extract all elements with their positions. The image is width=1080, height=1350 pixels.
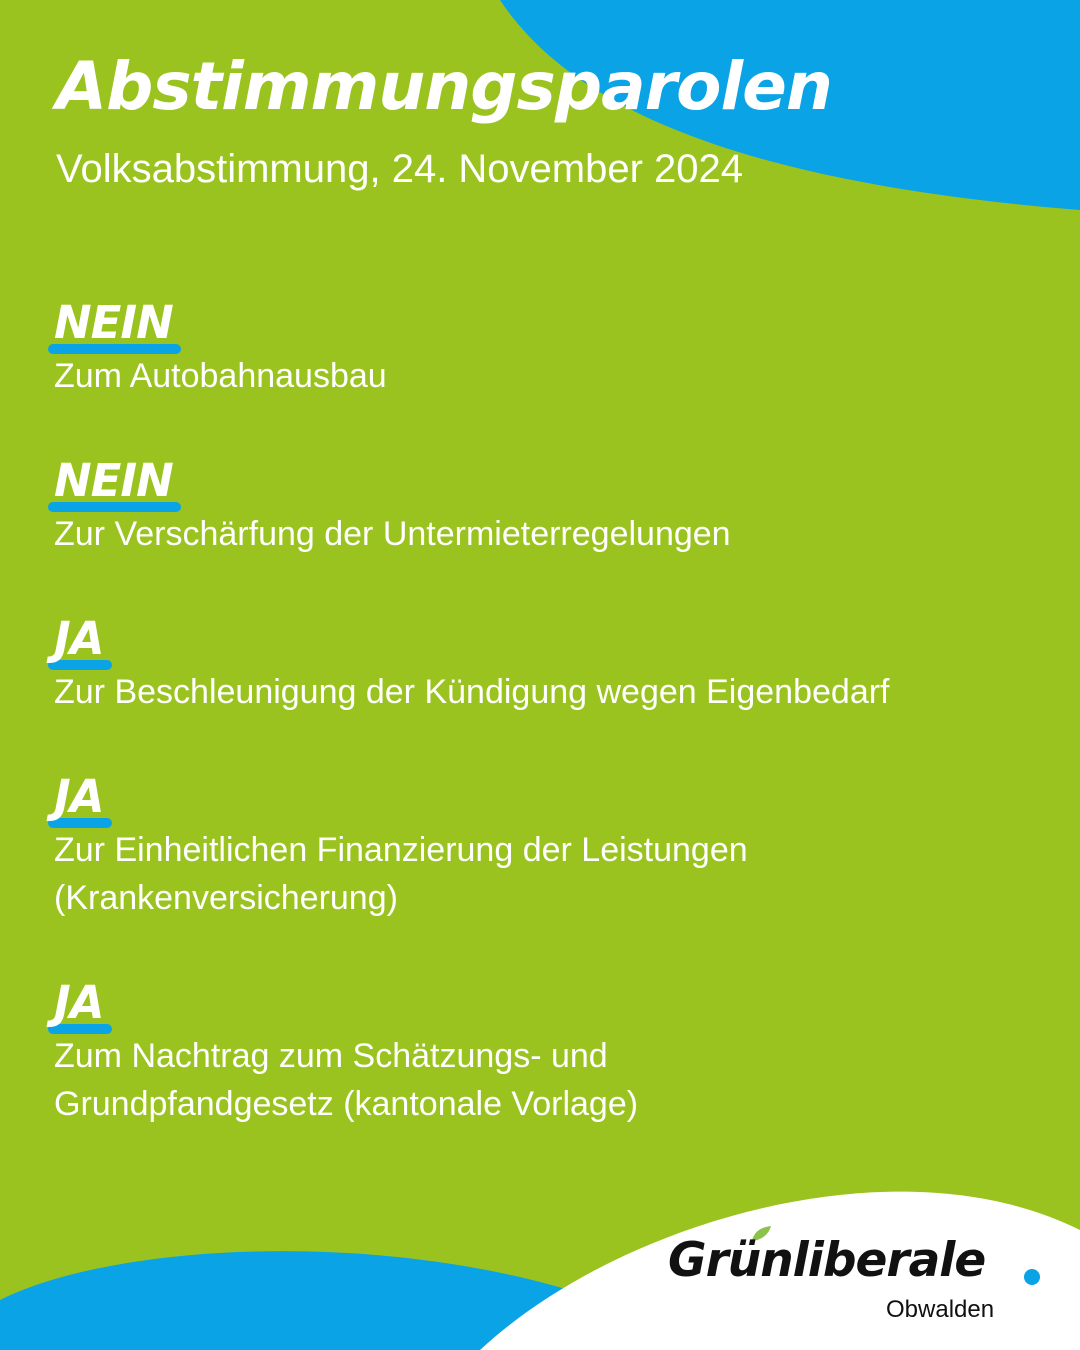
verdict-label: NEIN bbox=[54, 296, 173, 349]
recommendation-text-line: (Krankenversicherung) bbox=[54, 879, 398, 917]
verdict-badge bbox=[54, 296, 177, 350]
logo-region: Obwalden bbox=[886, 1296, 995, 1323]
verdict-badge bbox=[54, 612, 108, 666]
recommendation-text: Zur Verschärfung der Untermieterregelungen bbox=[54, 515, 731, 553]
recommendation-text: Zum Autobahnausbau bbox=[54, 357, 387, 395]
verdict-label: NEIN bbox=[54, 454, 173, 507]
verdict-label: JA bbox=[54, 770, 104, 823]
verdict-badge bbox=[54, 770, 108, 824]
page-title: Abstimmungsparolen bbox=[56, 48, 832, 125]
recommendation-text-line: Zur Einheitlichen Finanzierung der Leistungen bbox=[54, 831, 748, 869]
recommendation-text: Zur Beschleunigung der Kündigung wegen Eigenbedarf bbox=[54, 673, 890, 711]
recommendation-text-line: Zum Nachtrag zum Schätzungs- und bbox=[54, 1037, 608, 1075]
verdict-badge bbox=[54, 976, 108, 1030]
recommendation-item bbox=[54, 770, 1054, 922]
recommendation-text-line: Grundpfandgesetz (kantonale Vorlage) bbox=[54, 1085, 639, 1123]
logo-wordmark: Grünliberale bbox=[668, 1233, 986, 1288]
recommendation-item bbox=[54, 296, 1054, 400]
verdict-label: JA bbox=[54, 612, 104, 665]
party-logo bbox=[668, 1222, 1048, 1332]
recommendation-item bbox=[54, 976, 1054, 1128]
verdict-label: JA bbox=[54, 976, 104, 1029]
recommendation-text bbox=[54, 826, 1054, 922]
verdict-badge bbox=[54, 454, 177, 508]
recommendation-item bbox=[54, 454, 1054, 558]
page-subtitle: Volksabstimmung, 24. November 2024 bbox=[56, 147, 744, 191]
logo-dot bbox=[1024, 1269, 1040, 1285]
recommendation-item bbox=[54, 612, 1054, 716]
recommendation-text bbox=[54, 1032, 1054, 1128]
